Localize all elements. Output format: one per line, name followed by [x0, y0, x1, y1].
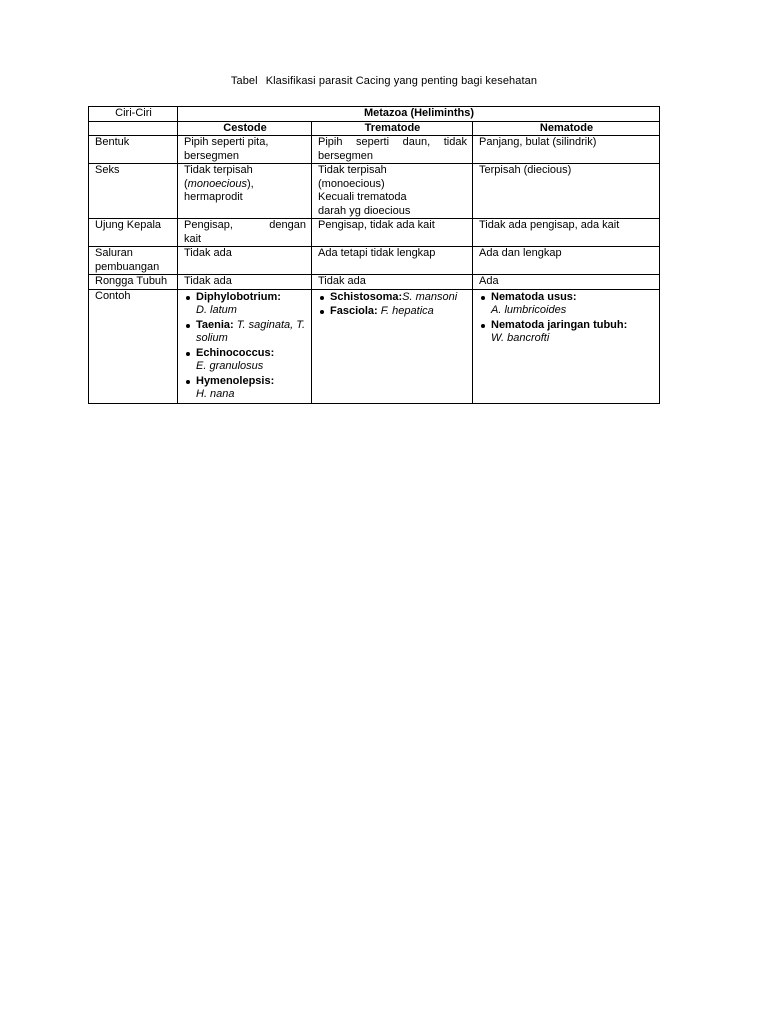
example-list [184, 291, 306, 402]
genus-name: Fasciola: [330, 305, 378, 317]
genus-name: Echinococcus: [196, 346, 275, 359]
cell-ujung-kepala-nematode: Tidak ada pengisap, ada kait [473, 219, 660, 247]
justified-line [184, 219, 306, 233]
list-item [184, 347, 306, 374]
row-label-rongga: Rongga Tubuh [89, 275, 178, 290]
column-header-nematode: Nematode [473, 121, 660, 136]
row-label-saluran: Saluran pembuangan [89, 247, 178, 275]
line: darah yg dioecious [318, 204, 411, 217]
list-item [479, 319, 654, 346]
genus-name: Nematoda usus: [491, 290, 577, 303]
example-list [318, 291, 467, 319]
line: bersegmen [318, 149, 374, 162]
line: Tidak terpisah [184, 164, 253, 176]
list-item [479, 291, 654, 318]
table-caption [0, 75, 768, 87]
genus-name: Hymenolepsis: [196, 374, 275, 387]
word: tidak [443, 136, 467, 148]
word: dengan [269, 219, 306, 231]
species-name: E. granulosus [196, 360, 264, 372]
cell-bentuk-trematode [312, 136, 473, 164]
text: ( [184, 177, 188, 190]
word: Pipih [318, 136, 343, 148]
cell-seks-nematode: Terpisah (diecious) [473, 164, 660, 219]
column-header-trematode: Trematode [312, 121, 473, 136]
word: Pengisap, [184, 219, 233, 231]
species-name: T. saginata, T. solium [196, 318, 306, 344]
list-item [184, 375, 306, 402]
cell-rongga-nematode: Ada [473, 275, 660, 290]
genus-name: Schistosoma: [330, 290, 403, 303]
corner-header: Ciri-Ciri [89, 107, 178, 122]
row-label-contoh: Contoh [89, 289, 178, 403]
word: daun, [402, 136, 431, 148]
justified-line [318, 136, 467, 150]
line: (monoecious) [318, 177, 385, 190]
list-item [184, 291, 306, 318]
species-name: A. lumbricoides [491, 304, 567, 316]
cell-ujung-kepala-cestode [178, 219, 312, 247]
species-name: F. hepatica [380, 305, 434, 317]
caption-text: Klasifikasi parasit Cacing yang penting bagi kesehatan [265, 75, 538, 87]
header-row-columns [89, 121, 660, 136]
cell-contoh-cestode [178, 289, 312, 403]
header-row-group [89, 107, 660, 122]
caption-prefix: Tabel [230, 75, 258, 87]
genus-name: Diphylobotrium: [196, 290, 281, 303]
table-row [89, 219, 660, 247]
row-label-ujung-kepala: Ujung Kepala [89, 219, 178, 247]
genus-name: Taenia: [196, 318, 234, 331]
row-label-seks: Seks [89, 164, 178, 219]
species-name: D. latum [196, 304, 237, 316]
cell-bentuk-cestode: Pipih seperti pita, bersegmen [178, 136, 312, 164]
list-item [318, 291, 467, 305]
list-item [184, 319, 306, 346]
table-row [89, 275, 660, 290]
cell-rongga-trematode: Tidak ada [312, 275, 473, 290]
cell-seks-cestode [178, 164, 312, 219]
line [184, 178, 306, 192]
table-row [89, 164, 660, 219]
cell-saluran-nematode: Ada dan lengkap [473, 247, 660, 275]
empty-header-cell [89, 121, 178, 136]
cell-rongga-cestode: Tidak ada [178, 275, 312, 290]
species-name: S. mansoni [402, 290, 458, 303]
column-header-cestode: Cestode [178, 121, 312, 136]
line: Tidak terpisah [318, 164, 387, 176]
cell-ujung-kepala-trematode: Pengisap, tidak ada kait [312, 219, 473, 247]
cell-bentuk-nematode: Panjang, bulat (silindrik) [473, 136, 660, 164]
example-list [479, 291, 654, 346]
table-row [89, 289, 660, 403]
cell-saluran-cestode: Tidak ada [178, 247, 312, 275]
species-name: W. bancrofti [491, 332, 550, 344]
cell-contoh-trematode [312, 289, 473, 403]
line: Kecuali trematoda [318, 191, 407, 203]
group-header: Metazoa (Heliminths) [178, 107, 660, 122]
text: monoecious [187, 177, 247, 190]
line: kait [184, 232, 202, 245]
row-label-bentuk: Bentuk [89, 136, 178, 164]
cell-seks-trematode [312, 164, 473, 219]
table-row [89, 136, 660, 164]
cell-saluran-trematode: Ada tetapi tidak lengkap [312, 247, 473, 275]
classification-table [88, 106, 660, 404]
cell-contoh-nematode [473, 289, 660, 403]
text: ), [247, 177, 254, 190]
species-name: H. nana [196, 388, 235, 400]
line: hermaprodit [184, 191, 243, 203]
genus-name: Nematoda jaringan tubuh: [491, 318, 628, 331]
word: seperti [356, 136, 390, 148]
list-item [318, 305, 467, 319]
table-row [89, 247, 660, 275]
